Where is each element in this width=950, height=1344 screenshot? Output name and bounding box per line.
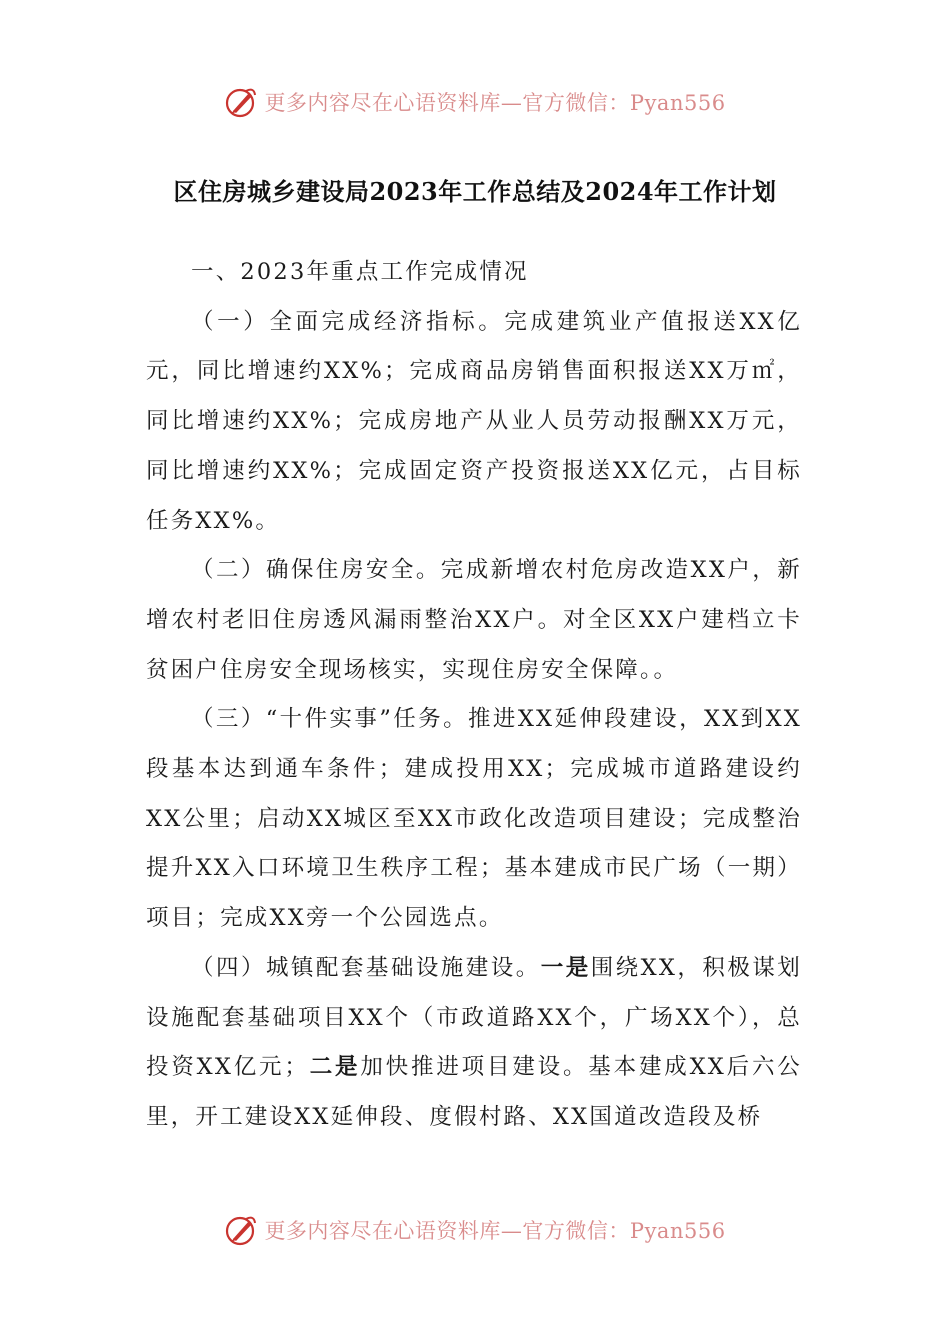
paragraph-economic-indicators: （一）全面完成经济指标。完成建筑业产值报送XX亿元，同比增速约XX%；完成商品房销售面积报送XX万㎡，同比增速约XX%；完成房地产从业人员劳动报酬XX万元，同比增速约XX%；完成固定资产投资报送XX亿元，占目标任务XX%。 (146, 308, 802, 534)
quill-logo-icon (224, 1213, 258, 1247)
quill-logo-icon (224, 85, 258, 119)
document-title: 区住房城乡建设局2023年工作总结及2024年工作计划 (173, 177, 777, 206)
first-point-text: 围绕XX，积极谋划设施配套基础项目XX个（市政道路XX个，广场XX个），总投资XX亿元； (146, 954, 802, 1081)
watermark-text: 更多内容尽在心语资料库—官方微信：Pyan556 (264, 1219, 726, 1243)
document-body (146, 248, 802, 1143)
header-watermark-banner (0, 82, 950, 122)
paragraph-infrastructure-intro: （四）城镇配套基础设施建设。 (191, 954, 541, 981)
paragraph-housing-safety: （二）确保住房安全。完成新增农村危房改造XX户，新增农村老旧住房透风漏雨整治XX户。对全区XX户建档立卡贫困户住房安全现场核实，实现住房安全保障。。 (146, 557, 802, 683)
second-point-marker: 二是 (309, 1054, 361, 1081)
section-heading: 一、2023年重点工作完成情况 (191, 259, 529, 285)
first-point-marker: 一是 (540, 954, 591, 981)
footer-watermark-banner (0, 1210, 950, 1250)
paragraph-ten-practical-tasks: （三）“十件实事”任务。推进XX延伸段建设，XX到XX段基本达到通车条件；建成投用XX；完成城市道路建设约XX公里；启动XX城区至XX市政化改造项目建设；完成整治提升XX入口环境卫生秩序工程；基本建成市民广场（一期）项目；完成XX旁一个公园选点。 (146, 706, 802, 932)
second-point-text: 加快推进项目建设。基本建成XX后六公里，开工建设XX延伸段、度假村路、XX国道改造段及桥 (146, 1054, 803, 1130)
paragraph-infrastructure (146, 944, 802, 1143)
watermark-text: 更多内容尽在心语资料库—官方微信：Pyan556 (264, 91, 726, 115)
